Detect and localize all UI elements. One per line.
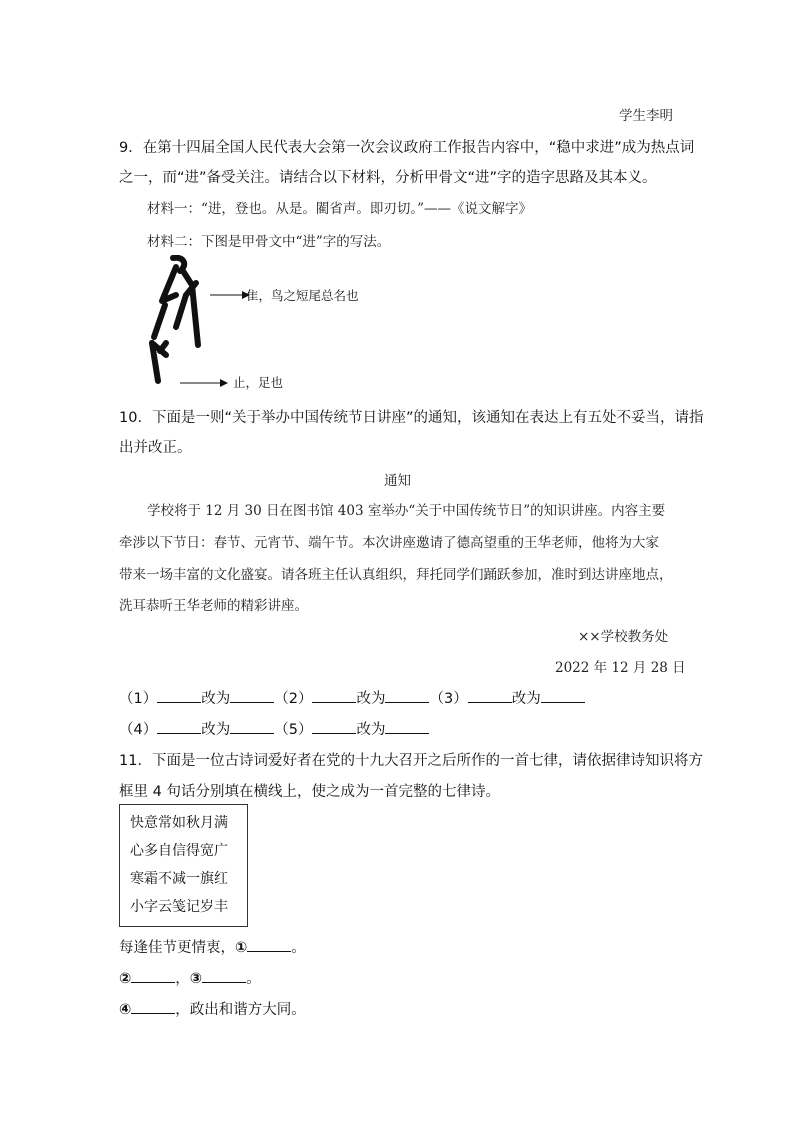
mark-2: ② <box>119 971 132 987</box>
answer-1-num: （1） <box>119 691 158 707</box>
q9-material-2: 材料二：下图是甲骨文中“进”字的写法。 <box>147 234 391 250</box>
notice-title: 通知 <box>384 473 411 489</box>
answer-3-blank-a[interactable] <box>468 688 512 703</box>
box-line-4: 小字云笺记岁丰 <box>130 899 228 915</box>
poem-line-2 <box>119 967 261 988</box>
mark-4: ④ <box>119 1002 132 1018</box>
box-line-2: 心多自信得宽广 <box>130 843 228 859</box>
answer-2-mid: 改为 <box>356 691 386 707</box>
answer-5-blank-a[interactable] <box>312 719 356 734</box>
poem-lines-box <box>119 804 248 927</box>
notice-line-2: 牵涉以下节日：春节、元宵节、端午节。本次讲座邀请了德高望重的王华老师，他将为大家 <box>119 535 659 551</box>
answer-4-num: （4） <box>119 722 158 738</box>
poem-line-2-comma: ， <box>175 971 190 987</box>
answer-2-num: （2） <box>274 691 313 707</box>
notice-date: 2022 年 12 月 28 日 <box>555 660 686 676</box>
label-zhui: 隹，鸟之短尾总名也 <box>246 288 359 303</box>
poem-blank-3[interactable] <box>202 968 246 983</box>
notice-line-1: 学校将于 12 月 30 日在图书馆 403 室举办“关于中国传统节日”的知识讲座。内容主要 <box>147 503 666 519</box>
q9-line-2: 之一，而“进”备受关注。请结合以下材料，分析甲骨文“进”字的造字思路及其本义。 <box>119 170 657 186</box>
poem-line-1-prefix: 每逢佳节更情衷， <box>119 940 235 956</box>
notice-line-4: 洗耳恭听王华老师的精彩讲座。 <box>119 598 308 614</box>
answer-1-blank-a[interactable] <box>157 688 201 703</box>
answer-4-blank-b[interactable] <box>230 719 274 734</box>
box-line-3: 寒霜不减一旗红 <box>130 871 228 887</box>
answer-2-blank-a[interactable] <box>312 688 356 703</box>
answer-row-2 <box>119 718 429 739</box>
answer-3-blank-b[interactable] <box>541 688 585 703</box>
q11-line-1: 11．下面是一位古诗词爱好者在党的十九大召开之后所作的一首七律，请依据律诗知识将方 <box>119 753 703 769</box>
answer-1-blank-b[interactable] <box>230 688 274 703</box>
poem-line-1-end: 。 <box>291 940 306 956</box>
answer-3-num: （3） <box>429 691 468 707</box>
answer-3-mid: 改为 <box>511 691 541 707</box>
arrow-head-bottom <box>220 379 228 387</box>
answer-row-1 <box>119 687 585 708</box>
q11-line-2: 框里 4 句话分别填在横线上，使之成为一首完整的七律诗。 <box>119 784 500 800</box>
poem-line-3-suffix: ，政出和谐方大同。 <box>175 1002 306 1018</box>
notice-signature: ××学校教务处 <box>578 629 669 645</box>
poem-line-2-end: 。 <box>246 971 261 987</box>
answer-5-num: （5） <box>274 722 313 738</box>
student-name: 学生李明 <box>619 108 673 124</box>
answer-2-blank-b[interactable] <box>385 688 429 703</box>
answer-4-blank-a[interactable] <box>157 719 201 734</box>
answer-5-mid: 改为 <box>356 722 386 738</box>
answer-4-mid: 改为 <box>201 722 231 738</box>
poem-blank-1[interactable] <box>247 937 291 952</box>
answer-1-mid: 改为 <box>201 691 231 707</box>
q9-line-1: 9．在第十四届全国人民代表大会第一次会议政府工作报告内容中，“稳中求进”成为热点词 <box>119 140 695 156</box>
box-line-1: 快意常如秋月满 <box>130 815 228 831</box>
poem-line-3 <box>119 998 306 1019</box>
answer-5-blank-b[interactable] <box>385 719 429 734</box>
mark-1: ① <box>235 940 248 956</box>
q9-material-1: 材料一：“进，登也。从是。閵省声。即刃切。”——《说文解字》 <box>147 201 533 217</box>
poem-blank-2[interactable] <box>131 968 175 983</box>
mark-3: ③ <box>189 971 203 987</box>
q10-line-2: 出并改正。 <box>119 440 192 456</box>
q10-line-1: 10．下面是一则“关于举办中国传统节日讲座”的通知，该通知在表达上有五处不妥当，请指 <box>119 410 704 426</box>
oracle-bone-glyph <box>152 258 198 381</box>
label-zhi: 止，足也 <box>233 375 284 390</box>
notice-line-3: 带来一场丰富的文化盛宴。请各班主任认真组织，拜托同学们踊跃参加，准时到达讲座地点， <box>119 567 673 583</box>
poem-line-1 <box>119 936 306 957</box>
poem-blank-4[interactable] <box>131 999 175 1014</box>
